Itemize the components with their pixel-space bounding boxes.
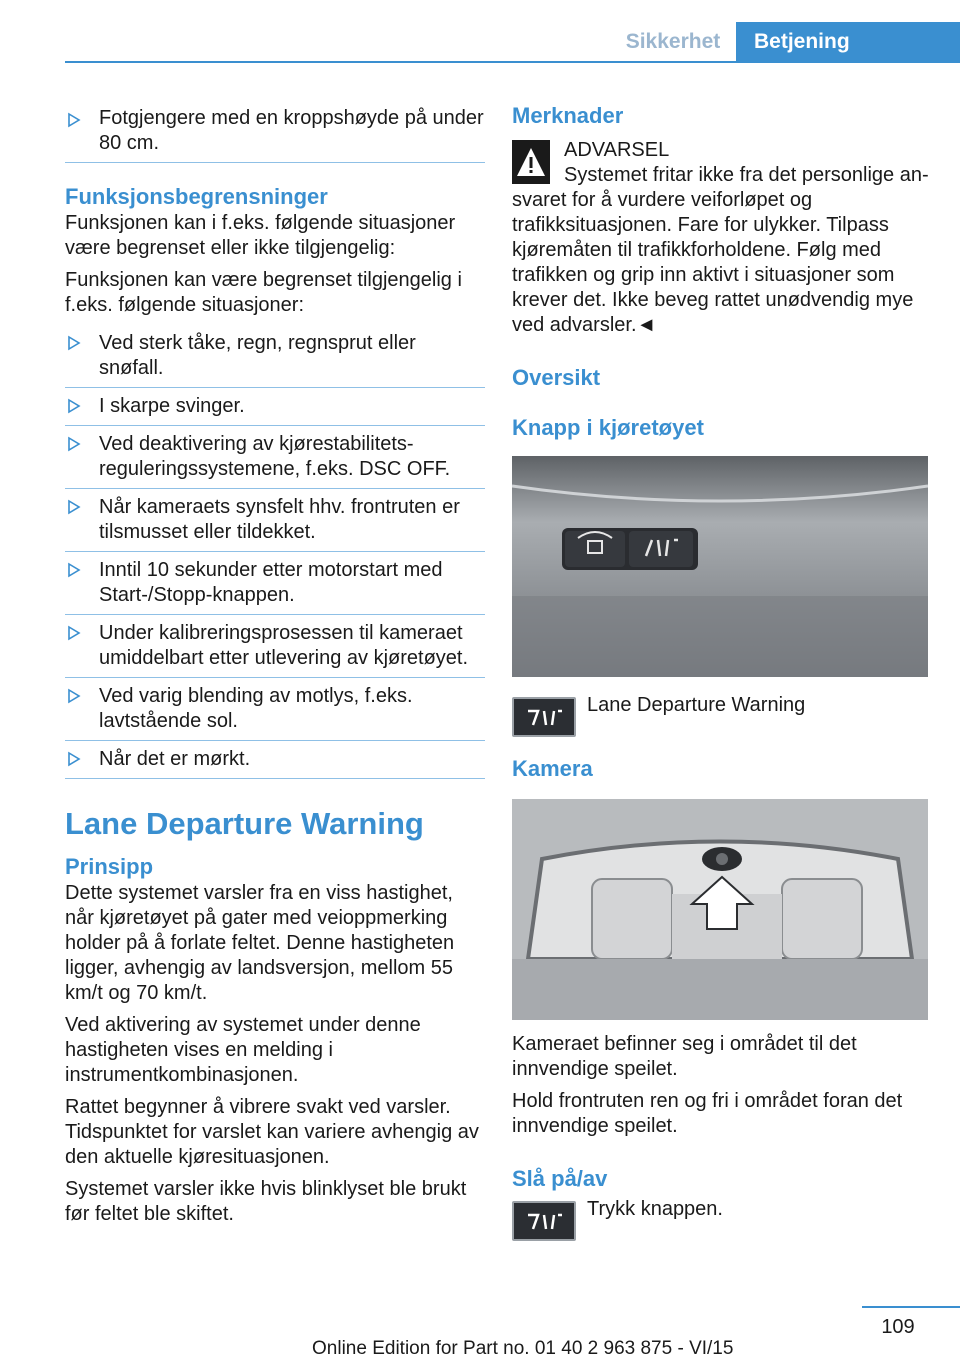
warning-block (512, 138, 932, 338)
camera-paragraph-1: Kameraet befinner seg i området til det innvendige speilet. (512, 1033, 857, 1080)
bullet-triangle-icon (67, 751, 81, 767)
onoff-heading: Slå på/av (512, 1166, 608, 1191)
list-item: Når kameraets synsfelt hhv. frontruten er tilsmusset eller tildekket. (65, 489, 485, 552)
page-number: 109 (881, 1316, 915, 1338)
principle-heading: Prinsipp (65, 854, 154, 879)
list-item: Inntil 10 sekunder etter motorstart med Start-/Stopp-knappen. (65, 552, 485, 615)
list-item: Ved deaktivering av kjørestabilitets-reguleringssystemene, f.eks. DSC OFF. (65, 426, 485, 489)
bullet-triangle-icon (67, 112, 81, 128)
bullet-triangle-icon (67, 562, 81, 578)
warning-text-line: Systemet fritar ikke fra det personlige an- (564, 164, 929, 186)
lane-departure-icon[interactable] (512, 1201, 576, 1241)
left-column (65, 100, 485, 1234)
edition-note: Online Edition for Part no. 01 40 2 963 875 - VI/15 (312, 1338, 734, 1359)
bullet-triangle-icon (67, 688, 81, 704)
tab-sikkerhet[interactable]: Sikkerhet (610, 22, 736, 62)
bullet-triangle-icon (67, 398, 81, 414)
list-item: Ved varig blending av motlys, f.eks. lavtstående sol. (65, 678, 485, 741)
footer-rule (862, 1306, 960, 1308)
warning-text: svaret for å vurdere veiforløpet og trafikksituasjonen. Fare for ulykker. Tilpass kjøremåten til trafikkforholdene. Følg med trafikken og grip inn aktivt i situasjoner som krever det. Ikke beveg rattet unødvendig mye ved advarsler.◄ (512, 189, 914, 336)
list-item: Fotgjengere med en kroppshøyde på under 80 cm. (65, 102, 485, 163)
section-title: Lane Departure Warning (65, 806, 424, 841)
tab-betjening[interactable]: Betjening (736, 22, 960, 62)
warning-triangle-icon (512, 140, 550, 184)
bullet-triangle-icon (67, 499, 81, 515)
limits-heading: Funksjonsbegrensninger (65, 184, 328, 209)
limits-paragraph-2: Funksjonen kan være begrenset tilgjengelig i f.eks. følgende situasjoner: (65, 269, 462, 316)
right-column (512, 100, 932, 1243)
limits-paragraph: Funksjonen kan i f.eks. følgende situasjoner være begrenset eller ikke tilgjengelig: (65, 212, 456, 259)
bullet-triangle-icon (67, 335, 81, 351)
list-item: Ved sterk tåke, regn, regnsprut eller snøfall. (65, 325, 485, 388)
header-rule (65, 61, 960, 63)
list-item: Under kalibreringsprosessen til kameraet umiddelbart etter utlevering av kjøretøyet. (65, 615, 485, 678)
principle-paragraph-4: Systemet varsler ikke hvis blinklyset ble brukt før feltet ble skiftet. (65, 1178, 467, 1225)
list-item: I skarpe svinger. (65, 388, 485, 426)
button-photo (512, 456, 928, 677)
onoff-text: Trykk knappen. (587, 1198, 723, 1220)
principle-paragraph-1: Dette systemet varsler fra en viss hastighet, når kjøretøyet på gater med veioppmerking holder på å forlate feltet. Denne hastigheten ligger, avhengig av landsversjon, mellom 55 km/t og 70 km/t. (65, 882, 455, 1004)
bullet-list-top (65, 102, 485, 163)
button-heading: Knapp i kjøretøyet (512, 415, 704, 440)
overview-heading: Oversikt (512, 365, 601, 390)
notes-heading: Merknader (512, 103, 624, 128)
bullet-triangle-icon (67, 436, 81, 452)
button-caption: Lane Departure Warning (587, 694, 806, 716)
lane-departure-icon[interactable] (512, 697, 576, 737)
warning-label: ADVARSEL (564, 139, 670, 161)
bullet-triangle-icon (67, 625, 81, 641)
camera-photo (512, 799, 928, 1020)
camera-heading: Kamera (512, 756, 593, 781)
onoff-row (512, 1198, 932, 1243)
principle-paragraph-2: Ved aktivering av systemet under denne hastigheten vises en melding i instrumentkombinasjonen. (65, 1014, 421, 1086)
limits-list (65, 325, 485, 779)
principle-paragraph-3: Rattet begynner å vibrere svakt ved varsler. Tidspunktet for varslet kan variere avhengig av den aktuelle kjøresituasjonen. (65, 1096, 479, 1168)
button-caption-row (512, 694, 932, 739)
list-item: Når det er mørkt. (65, 741, 485, 779)
camera-paragraph-2: Hold frontruten ren og fri i området foran det innvendige speilet. (512, 1090, 903, 1137)
